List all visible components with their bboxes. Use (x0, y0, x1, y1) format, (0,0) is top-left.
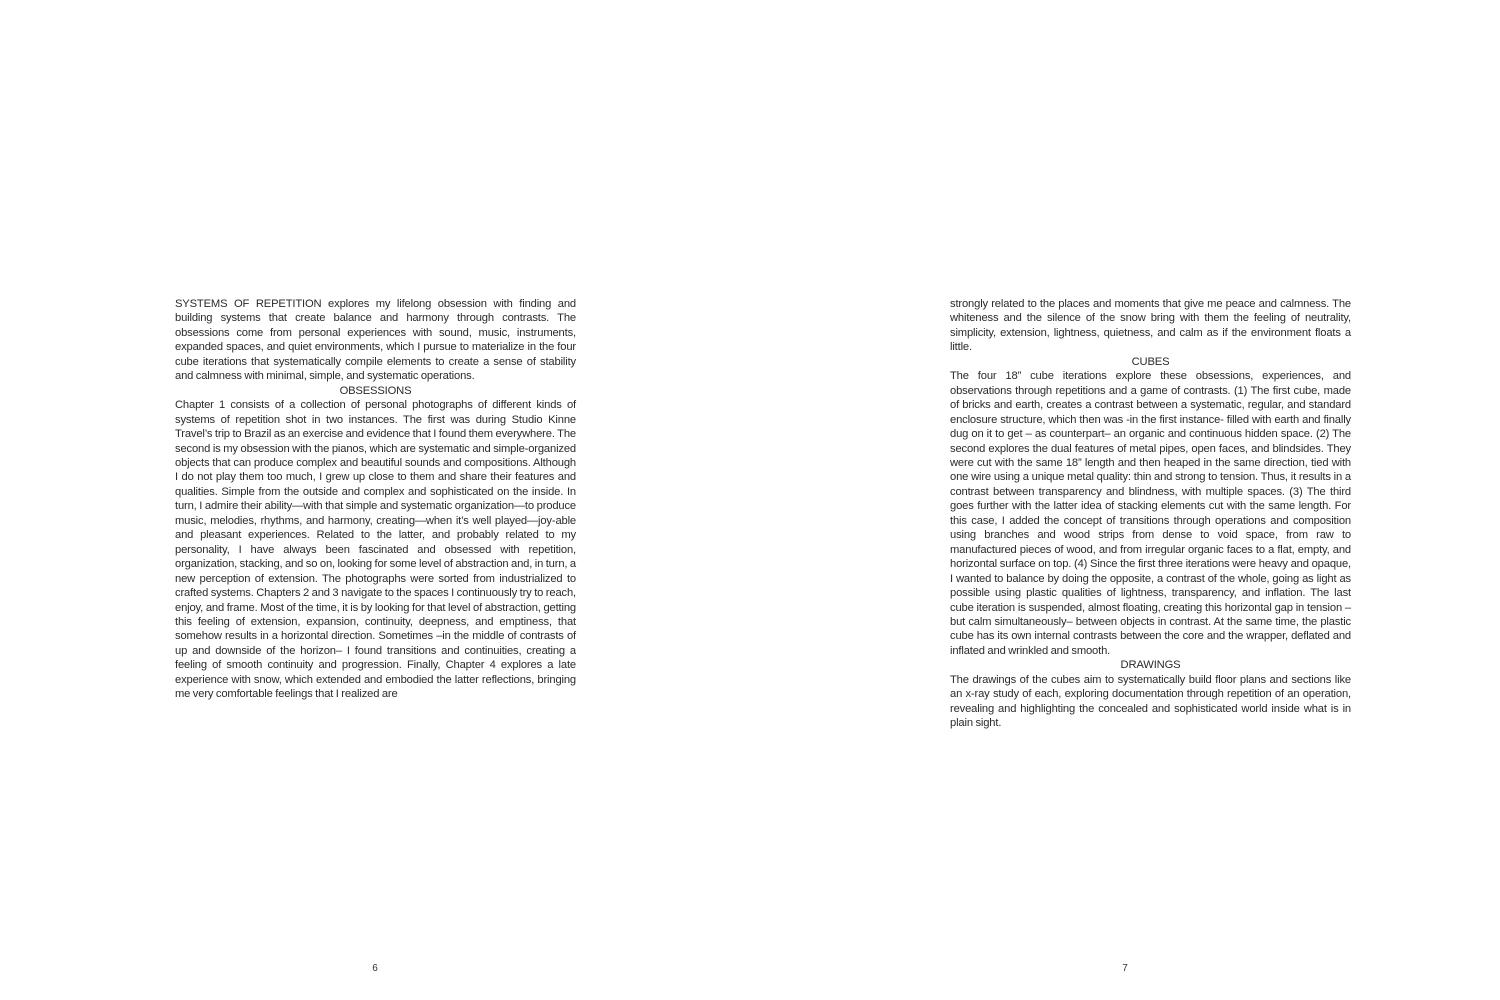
intro-paragraph: SYSTEMS OF REPETITION explores my lifelong obsession with finding and building systems that create balance and harmony through contrasts. The obsessions come from personal experiences with sound, music, instruments, expanded spaces, and quiet environments, which I pursue to materialize in the four cube iterations that systematically compile elements to create a sense of stability and calmness with minimal, simple, and systematic operations. (175, 298, 576, 383)
section-heading-cubes: CUBES (1131, 355, 1170, 368)
section-heading-drawings: DRAWINGS (1120, 659, 1181, 672)
page-number-right: 7 (1122, 963, 1128, 974)
page-number-left: 6 (372, 963, 378, 974)
right-page-text-column (950, 297, 1351, 731)
drawings-paragraph: The drawings of the cubes aim to systematically build floor plans and sections like an x-ray study of each, exploring documentation through repetition of an operation, revealing and highlighting the concealed and sophisticated world inside what is in plain sight. (950, 673, 1351, 730)
obsessions-paragraph: Chapter 1 consists of a collection of personal photographs of different kinds of systems of repetition shot in two instances. The first was during Studio Kinne Travel’s trip to Brazil as an exercise and evidence that I found them everywhere. The second is my obsession with the pianos, which are systematic and simple-organized objects that can produce complex and beautiful sounds and compositions. Although I do not play them too much, I grew up close to them and share their features and qualities. Simple from the outside and complex and sophisticated on the inside. In turn, I admire their ability—with that simple and systematic organization—to produce music, melodies, rhythms, and harmony, creating—when it’s well played—joy-able and pleasant experiences. Related to the latter, and probably related to my personality, I have always been fascinated and obsessed with repetition, organization, stacking, and so on, looking for some level of abstraction and, in turn, a new perception of extension. The photographs were sorted from industrialized to crafted systems. Chapters 2 and 3 navigate to the spaces I continuously try to reach, enjoy, and frame. Most of the time, it is by looking for that level of abstraction, getting this feeling of extension, expansion, continuity, deepness, and emptiness, that somehow results in a horizontal direction. Sometimes –in the middle of contrasts of up and downside of the horizon– I found transitions and continuities, creating a feeling of smooth continuity and progression. Finally, Chapter 4 explores a late experience with snow, which extended and embodied the latter reflections, bringing me very comfortable feelings that I realized are (175, 399, 576, 701)
left-page-text-column (175, 297, 576, 702)
section-heading-obsessions: OBSESSIONS (339, 384, 412, 397)
continuation-paragraph: strongly related to the places and moments that give me peace and calmness. The whiteness and the silence of the snow bring with them the feeling of neutrality, simplicity, extension, lightness, quietness, and calm as if the environment floats a little. (950, 298, 1351, 354)
cubes-paragraph: The four 18” cube iterations explore these obsessions, experiences, and observations through repetitions and a game of contrasts. (1) The first cube, made of bricks and earth, creates a contrast between a systematic, regular, and standard enclosure structure, which then was -in the first instance- filled with earth and finally dug on it to get – as counterpart– an organic and continuous hidden space. (2) The second explores the dual features of metal pipes, open faces, and blindsides. They were cut with the same 18” length and then heaped in the same direction, tied with one wire using a unique metal quality: thin and strong to tension. Thus, it results in a contrast between transparency and blindness, with multiple spaces. (3) The third goes further with the latter idea of stacking elements cut with the same length. For this case, I added the concept of transitions through operations and composition using branches and wood strips from dense to void space, from raw to manufactured pieces of wood, and from irregular organic faces to a flat, empty, and horizontal surface on top. (4) Since the first three iterations were heavy and opaque, I wanted to balance by doing the opposite, a contrast of the whole, going as light as possible using plastic qualities of lightness, transparency, and inflation. The last cube iteration is suspended, almost floating, creating this horizontal gap in tension –but calm simultaneously– between objects in contrast. At the same time, the plastic cube has its own internal contrasts between the core and the wrapper, deflated and inflated and wrinkled and smooth. (950, 370, 1351, 657)
